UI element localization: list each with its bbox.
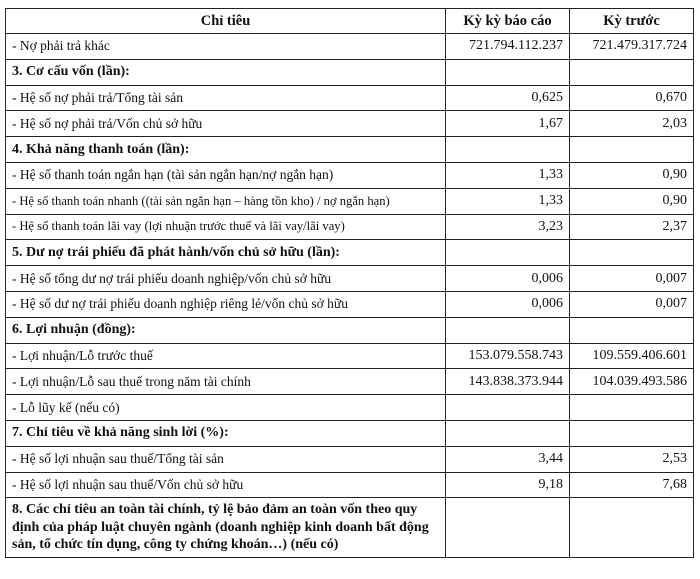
row-label: 7. Chỉ tiêu về khả năng sinh lời (%):	[6, 420, 446, 446]
row-label: 4. Khả năng thanh toán (lần):	[6, 137, 446, 163]
previous-period-value: 721.479.317.724	[570, 34, 694, 60]
previous-period-value: 0,90	[570, 162, 694, 188]
current-period-value	[446, 420, 570, 446]
current-period-value: 0,625	[446, 85, 570, 111]
previous-period-value: 0,90	[570, 188, 694, 214]
current-period-value: 3,44	[446, 446, 570, 472]
current-period-value: 721.794.112.237	[446, 34, 570, 60]
section-row	[6, 59, 694, 85]
previous-period-value: 104.039.493.586	[570, 369, 694, 395]
row-label: 5. Dư nợ trái phiếu đã phát hành/vốn chủ sở hữu (lần):	[6, 240, 446, 266]
current-period-value	[446, 498, 570, 558]
table-row	[6, 188, 694, 214]
previous-period-value: 0,670	[570, 85, 694, 111]
table-row	[6, 162, 694, 188]
current-period-value: 1,67	[446, 111, 570, 137]
row-label: - Lợi nhuận/Lỗ sau thuế trong năm tài chính	[6, 369, 446, 395]
previous-period-value	[570, 240, 694, 266]
table-row	[6, 369, 694, 395]
row-label: - Lợi nhuận/Lỗ trước thuế	[6, 343, 446, 369]
next-page-edge	[0, 568, 700, 579]
table-row	[6, 343, 694, 369]
table-row	[6, 85, 694, 111]
current-period-value	[446, 137, 570, 163]
previous-period-value	[570, 137, 694, 163]
current-period-value	[446, 395, 570, 421]
row-label: - Hệ số tổng dư nợ trái phiếu doanh nghiệp/vốn chủ sở hữu	[6, 266, 446, 292]
table-body	[6, 34, 694, 558]
section-row	[6, 420, 694, 446]
previous-period-value: 2,03	[570, 111, 694, 137]
row-label: - Hệ số nợ phải trả/Vốn chủ sở hữu	[6, 111, 446, 137]
row-label: - Hệ số lợi nhuận sau thuế/Tổng tài sản	[6, 446, 446, 472]
previous-period-value: 0,007	[570, 266, 694, 292]
header-indicator: Chỉ tiêu	[6, 9, 446, 34]
header-current-period: Kỳ kỳ báo cáo	[446, 9, 570, 34]
previous-period-value	[570, 395, 694, 421]
row-label: - Hệ số lợi nhuận sau thuế/Vốn chủ sở hữu	[6, 472, 446, 498]
previous-period-value: 0,007	[570, 291, 694, 317]
current-period-value: 1,33	[446, 188, 570, 214]
current-period-value: 1,33	[446, 162, 570, 188]
current-period-value	[446, 240, 570, 266]
header-previous-period: Kỳ trước	[570, 9, 694, 34]
previous-period-value	[570, 498, 694, 558]
row-label: 3. Cơ cấu vốn (lần):	[6, 59, 446, 85]
table-row	[6, 395, 694, 421]
current-period-value: 143.838.373.944	[446, 369, 570, 395]
current-period-value: 3,23	[446, 214, 570, 240]
row-label: 8. Các chỉ tiêu an toàn tài chính, tỷ lệ bảo đảm an toàn vốn theo quy định của pháp luật chuyên ngành (doanh nghiệp kinh doanh bất động sản, tổ chức tín dụng, công ty chứng khoán…) (nếu có)	[6, 498, 446, 558]
row-label: 6. Lợi nhuận (đồng):	[6, 317, 446, 343]
table-row	[6, 446, 694, 472]
previous-period-value: 7,68	[570, 472, 694, 498]
table-row	[6, 266, 694, 292]
current-period-value: 153.079.558.743	[446, 343, 570, 369]
table-row	[6, 291, 694, 317]
section-row	[6, 317, 694, 343]
current-period-value: 0,006	[446, 291, 570, 317]
row-label: - Hệ số nợ phải trả/Tổng tài sản	[6, 85, 446, 111]
previous-period-value: 2,53	[570, 446, 694, 472]
row-label: - Hệ số dư nợ trái phiếu doanh nghiệp riêng lẻ/vốn chủ sở hữu	[6, 291, 446, 317]
previous-period-value: 109.559.406.601	[570, 343, 694, 369]
table-row	[6, 214, 694, 240]
financial-indicators-document	[5, 8, 693, 558]
row-label: - Hệ số thanh toán lãi vay (lợi nhuận trước thuế và lãi vay/lãi vay)	[6, 214, 446, 240]
financial-indicators-table	[5, 8, 694, 558]
table-row	[6, 498, 694, 558]
current-period-value: 0,006	[446, 266, 570, 292]
current-period-value	[446, 317, 570, 343]
current-period-value	[446, 59, 570, 85]
row-label: - Hệ số thanh toán ngắn hạn (tài sản ngắn hạn/nợ ngắn hạn)	[6, 162, 446, 188]
table-header-row	[6, 9, 694, 34]
previous-period-value	[570, 317, 694, 343]
previous-period-value	[570, 420, 694, 446]
section-row	[6, 240, 694, 266]
table-row	[6, 34, 694, 60]
row-label: - Hệ số thanh toán nhanh ((tài sản ngắn hạn – hàng tồn kho) / nợ ngắn hạn)	[6, 188, 446, 214]
current-period-value: 9,18	[446, 472, 570, 498]
previous-period-value: 2,37	[570, 214, 694, 240]
section-row	[6, 137, 694, 163]
row-label: - Lỗ lũy kế (nếu có)	[6, 395, 446, 421]
previous-period-value	[570, 59, 694, 85]
table-row	[6, 472, 694, 498]
table-row	[6, 111, 694, 137]
row-label: - Nợ phải trả khác	[6, 34, 446, 60]
